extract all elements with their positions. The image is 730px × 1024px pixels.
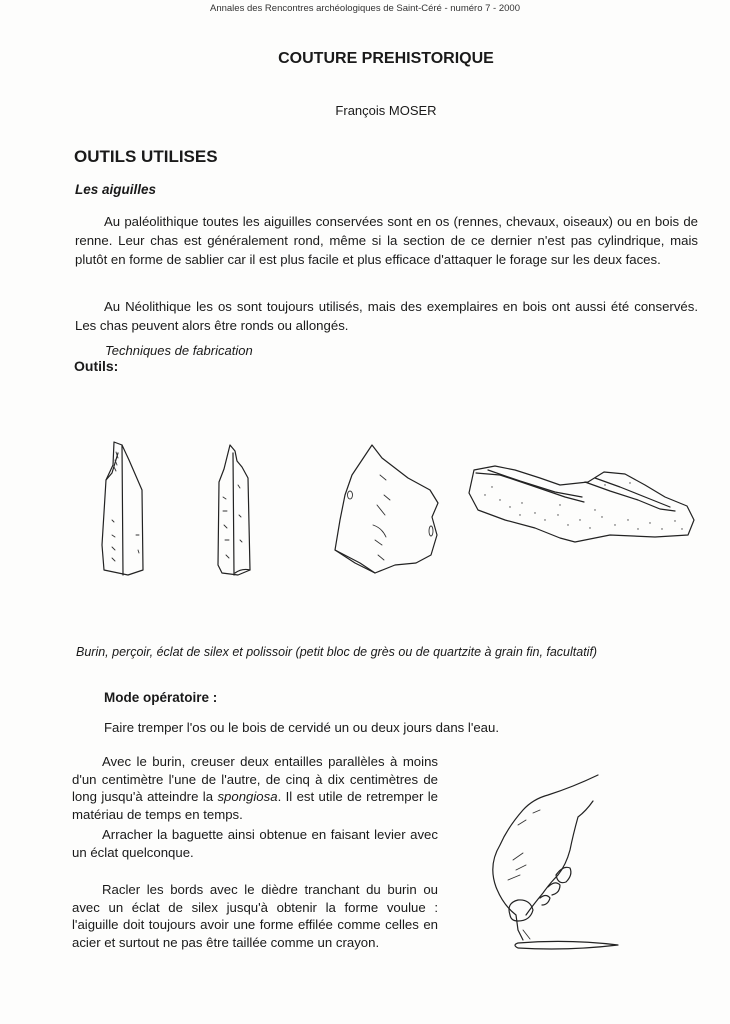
section-heading: OUTILS UTILISES <box>74 147 218 166</box>
figure-caption: Burin, perçoir, éclat de silex et polissoir (petit bloc de grès ou de quartzite à grain fin, facultatif) <box>76 645 598 659</box>
polissoir-drawing <box>469 466 694 542</box>
step-text: Avec le burin, creuser deux entailles parallèles à moins d'un centimètre l'une de l'autre, de cinq à dix centimètres de long jusqu'à atteindre la <box>72 754 438 804</box>
percoir-drawing <box>218 445 250 575</box>
article-title: COUTURE PREHISTORIQUE <box>278 50 494 67</box>
step-arracher <box>72 826 438 861</box>
paragraph-paleolithic <box>75 212 698 269</box>
mode-operatoire-intro: Faire tremper l'os ou le bois de cervidé un ou deux jours dans l'eau. <box>104 720 500 735</box>
step-text: Arracher la baguette ainsi obtenue en faisant levier avec un éclat quelconque. <box>72 827 438 860</box>
mode-operatoire-heading: Mode opératoire : <box>104 690 218 705</box>
tools-figure <box>90 425 710 585</box>
author-name: François MOSER <box>335 103 437 118</box>
tools-label: Outils: <box>74 358 119 374</box>
paragraph-neolithic <box>75 297 698 335</box>
running-header: Annales des Rencontres archéologiques de Saint-Céré - numéro 7 - 2000 <box>210 3 520 14</box>
hand-scraping-illustration <box>478 765 628 955</box>
spongiosa-term: spongiosa <box>217 789 278 804</box>
step-burin <box>72 753 438 823</box>
subsection-heading: Les aiguilles <box>75 182 157 197</box>
paragraph-text: Au Néolithique les os sont toujours utilisés, mais des exemplaires en bois ont aussi été conservés. Les chas peuvent alors être ronds ou allongés. <box>75 299 698 333</box>
techniques-label: Techniques de fabrication <box>105 343 253 358</box>
step-text: Racler les bords avec le dièdre tranchant du burin ou avec un éclat de silex jusqu'à obtenir la forme voulue : l'aiguille doit toujours avoir une forme effilée comme celles en acier et surtout ne pas être taillée comme un crayon. <box>72 882 438 950</box>
burin-drawing <box>102 442 143 575</box>
eclat-drawing <box>335 445 438 573</box>
step-text: . Il est utile de retremper le matériau de temps en temps. <box>72 789 438 822</box>
paragraph-text: Au paléolithique toutes les aiguilles conservées sont en os (rennes, chevaux, oiseaux) ou en bois de renne. Leur chas est généralement rond, même si la section de ce dernier n'est pas cylindrique, mais plutôt en forme de sablier car il est plus facile et plus efficace d'attaquer le forage sur les deux faces. <box>75 214 698 267</box>
step-racler <box>72 881 438 951</box>
